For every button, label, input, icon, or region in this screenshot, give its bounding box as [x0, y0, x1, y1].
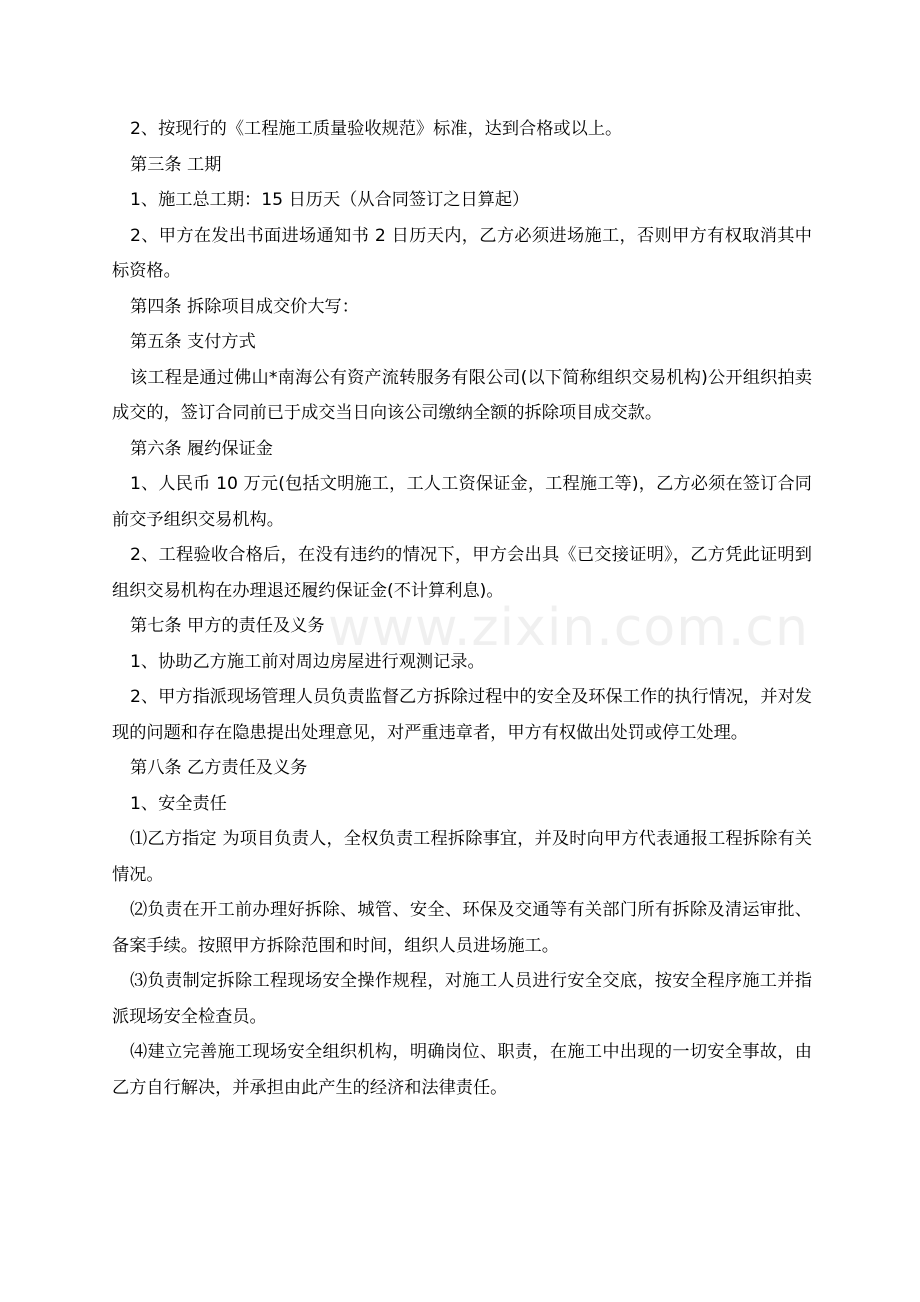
- article-6-heading: 第六条 履约保证金: [130, 438, 273, 459]
- clause-2-quality-standard: 2、按现行的《工程施工质量验收规范》标准，达到合格或以上。: [130, 119, 623, 139]
- clause-duration: 1、施工总工期：15 日历天（从合同签订之日算起）: [130, 190, 530, 210]
- clause-entry-notice: 2、甲方在发出书面进场通知书 2 日历天内，乙方必须进场施工，否则甲方有权取消其中标资格。: [112, 225, 812, 281]
- payment-paragraph: 该工程是通过佛山*南海公有资产流转服务有限公司(以下简称组织交易机构)公开组织拍卖成交的，签订合同前已于成交当日向该公司缴纳全额的拆除项目成交款。: [112, 367, 812, 423]
- watermark: www.zixin.com.cn: [328, 598, 809, 658]
- party-a-clause-1: 1、协助乙方施工前对周边房屋进行观测记录。: [130, 651, 485, 672]
- deposit-clause-1: 1、人民币 10 万元(包括文明施工，工人工资保证金，工程施工等)，乙方必须在签订合同前交予组织交易机构。: [112, 474, 812, 530]
- article-7-heading: 第七条 甲方的责任及义务: [130, 616, 325, 636]
- article-4-heading: 第四条 拆除项目成交价大写：: [130, 296, 359, 317]
- safety-item-3: ⑶负责制定拆除工程现场安全操作规程，对施工人员进行安全交底，按安全程序施工并指派现场安全检查员。: [112, 971, 812, 1027]
- safety-item-4: ⑷建立完善施工现场安全组织机构，明确岗位、职责，在施工中出现的一切安全事故，由乙方自行解决，并承担由此产生的经济和法律责任。: [112, 1042, 812, 1098]
- safety-item-1: ⑴乙方指定 为项目负责人，全权负责工程拆除事宜，并及时向甲方代表通报工程拆除有关情况。: [112, 829, 812, 885]
- party-a-clause-2: 2、甲方指派现场管理人员负责监督乙方拆除过程中的安全及环保工作的执行情况，并对发现的问题和存在隐患提出处理意见，对严重违章者，甲方有权做出处罚或停工处理。: [112, 687, 812, 743]
- article-3-heading: 第三条 工期: [130, 154, 222, 175]
- article-8-heading: 第八条 乙方责任及义务: [130, 758, 308, 778]
- article-5-heading: 第五条 支付方式: [130, 332, 256, 352]
- document-body: [112, 112, 812, 1106]
- safety-item-2: ⑵负责在开工前办理好拆除、城管、安全、环保及交通等有关部门所有拆除及清运审批、备案手续。按照甲方拆除范围和时间，组织人员进场施工。: [112, 900, 812, 956]
- safety-responsibility-heading: 1、安全责任: [130, 793, 227, 814]
- deposit-clause-2: 2、工程验收合格后，在没有违约的情况下，甲方会出具《已交接证明》，乙方凭此证明到组织交易机构在办理退还履约保证金(不计算利息)。: [112, 545, 812, 601]
